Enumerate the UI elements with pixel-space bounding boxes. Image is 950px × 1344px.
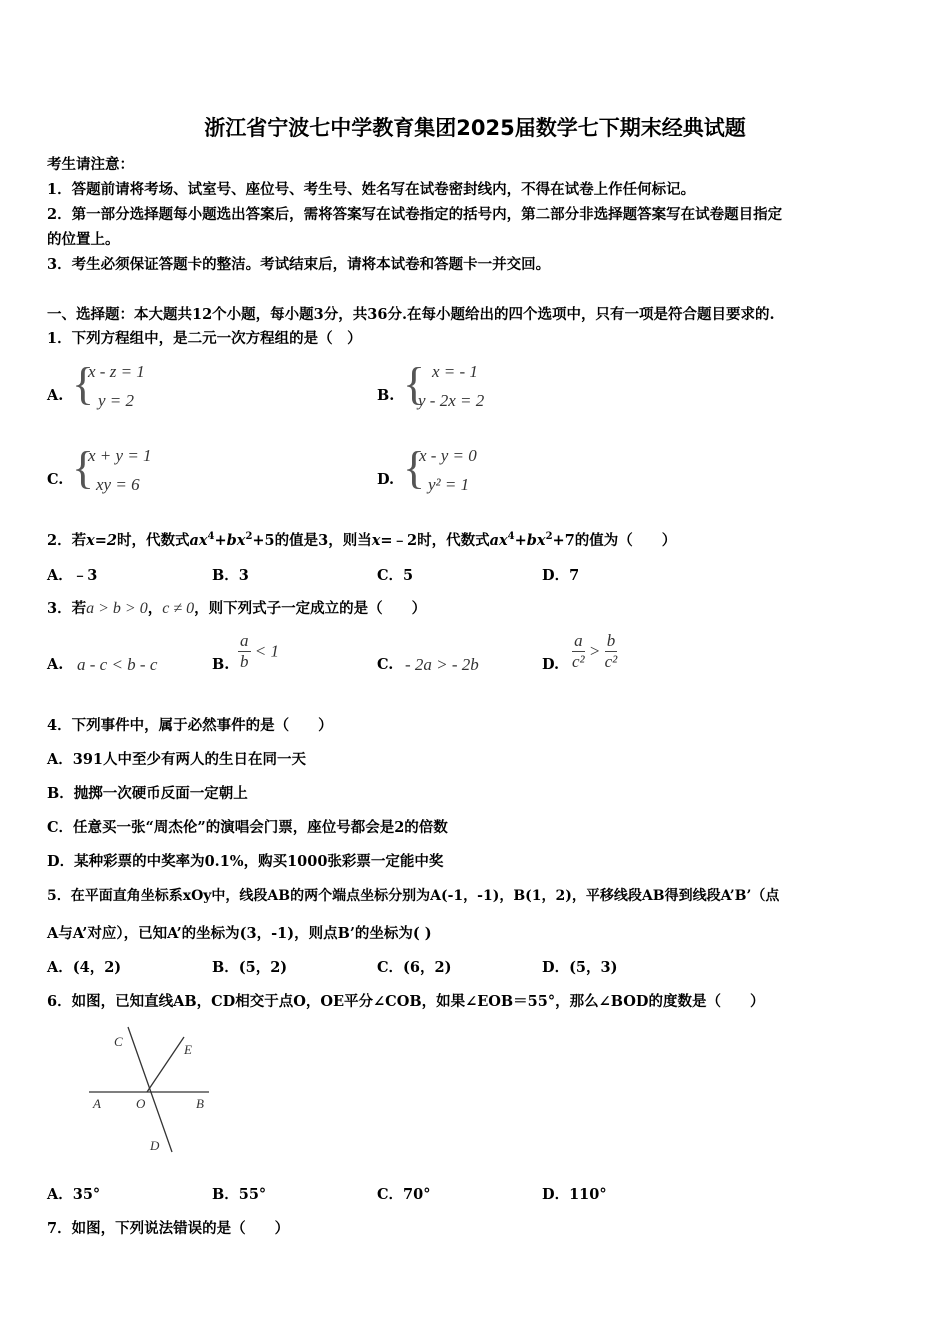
q1-a-eq2: y = 2 (98, 391, 135, 410)
q2-option-b: B．3 (212, 567, 249, 584)
brace-icon: { (403, 442, 426, 493)
q1-option-d-label: D. (377, 471, 395, 488)
q3-option-c-label: C. (377, 656, 394, 673)
q1-b-eq2: y - 2x = 2 (418, 391, 485, 410)
q3-option-a-label: A. (47, 656, 64, 673)
section-heading: 一、选择题：本大题共12个小题，每小题3分，共36分.在每小题给出的四个选项中，只有一项是符合题目要求的. (47, 306, 775, 323)
question-5-stem-line2: A与A’对应），已知A’的坐标为(3，-1)，则点B’的坐标为( ) (47, 925, 432, 942)
q4-option-b: B．抛掷一次硬币反面一定朝上 (47, 785, 248, 802)
q1-d-eq2: y² = 1 (428, 475, 470, 494)
q2-option-d: D．7 (542, 567, 580, 584)
q3-option-d-label: D. (542, 656, 560, 673)
notice-heading: 考生请注意： (47, 156, 134, 173)
label-e: E (184, 1042, 192, 1057)
q3-option-c-expr: - 2a > - 2b (405, 655, 479, 674)
brace-icon: { (72, 442, 95, 493)
question-7-stem: 7．如图，下列说法错误的是（ ） (47, 1220, 290, 1237)
label-b: B (196, 1096, 204, 1111)
q1-c-eq2: xy = 6 (96, 475, 140, 494)
notice-item: 1．答题前请将考场、试室号、座位号、考生号、姓名写在试卷密封线内，不得在试卷上作任何标记。 (47, 181, 696, 198)
q6-figure (80, 1020, 220, 1160)
q5-option-a: A．(4，2) (47, 959, 122, 976)
brace-icon: { (403, 358, 426, 409)
notice-item: 2．第一部分选择题每小题选出答案后，需将答案写在试卷指定的括号内，第二部分非选择题答案写在试卷题目指定 (47, 206, 783, 223)
q6-option-c: C．70° (377, 1186, 431, 1203)
q4-option-d: D．某种彩票的中奖率为0.1%，购买1000张彩票一定能中奖 (47, 853, 444, 870)
q1-a-eq1: x - z = 1 (88, 362, 145, 381)
brace-icon: { (72, 358, 95, 409)
q4-option-a: A．391人中至少有两人的生日在同一天 (47, 751, 307, 768)
q3-option-a-expr: a - c < b - c (77, 655, 158, 674)
q5-option-b: B．(5，2) (212, 959, 288, 976)
q1-d-eq1: x - y = 0 (419, 446, 477, 465)
q3-option-b-expr: $\frac{a}{b}$ < 1 (240, 631, 279, 671)
q2-option-c: C．5 (377, 567, 414, 584)
q1-b-eq1: x = - 1 (432, 362, 478, 381)
q1-c-eq1: x + y = 1 (88, 446, 152, 465)
label-o: O (136, 1096, 146, 1111)
question-4-stem: 4．下列事件中，属于必然事件的是（ ） (47, 717, 333, 734)
question-5-stem-line1: 5．在平面直角坐标系xOy中，线段AB的两个端点坐标分别为A(-1，-1)，B(1，2)，平移线段AB得到线段A’B’（点 (47, 888, 780, 904)
label-a: A (93, 1096, 101, 1111)
label-d: D (150, 1138, 160, 1153)
page-title: 浙江省宁波七中学教育集团2025届数学七下期末经典试题 (204, 116, 746, 140)
q6-option-b: B．55° (212, 1186, 267, 1203)
q4-option-c: C．任意买一张“周杰伦”的演唱会门票，座位号都会是2的倍数 (47, 819, 448, 836)
notice-item: 的位置上。 (47, 231, 120, 248)
q1-option-a-label: A. (47, 387, 64, 404)
q5-option-d: D．(5，3) (542, 959, 618, 976)
question-1-stem: 1．下列方程组中，是二元一次方程组的是（ ） (47, 330, 362, 347)
q3-option-d-expr: $\frac{a}{\text{c²}}$ > $\frac{b}{\text{c²}}$ (572, 631, 618, 671)
ray-oe (147, 1037, 184, 1092)
q5-option-c: C．(6，2) (377, 959, 452, 976)
notice-item: 3．考生必须保证答题卡的整洁。考试结束后，请将本试卷和答题卡一并交回。 (47, 256, 551, 273)
q1-option-b-label: B. (377, 387, 395, 404)
q6-option-d: D．110° (542, 1186, 607, 1203)
question-6-stem: 6．如图，已知直线AB，CD相交于点O，OE平分∠COB，如果∠EOB＝55°，那么∠BOD的度数是（ ） (47, 993, 765, 1010)
q3-option-b-label: B. (212, 656, 230, 673)
line-cd (128, 1027, 172, 1152)
label-c: C (114, 1034, 123, 1049)
q2-option-a: A．﹣3 (47, 567, 98, 584)
q1-option-c-label: C. (47, 471, 64, 488)
question-2-stem: 2．若x=2时，代数式$ax^4+bx^2+5$的值是3，则当x=﹣2时，代数式$ax^4+bx^2+7$的值为（ ） (47, 531, 677, 549)
question-3-stem: 3．若a > b > 0，c ≠ 0，则下列式子一定成立的是（ ） (47, 600, 427, 617)
q6-option-a: A．35° (47, 1186, 101, 1203)
